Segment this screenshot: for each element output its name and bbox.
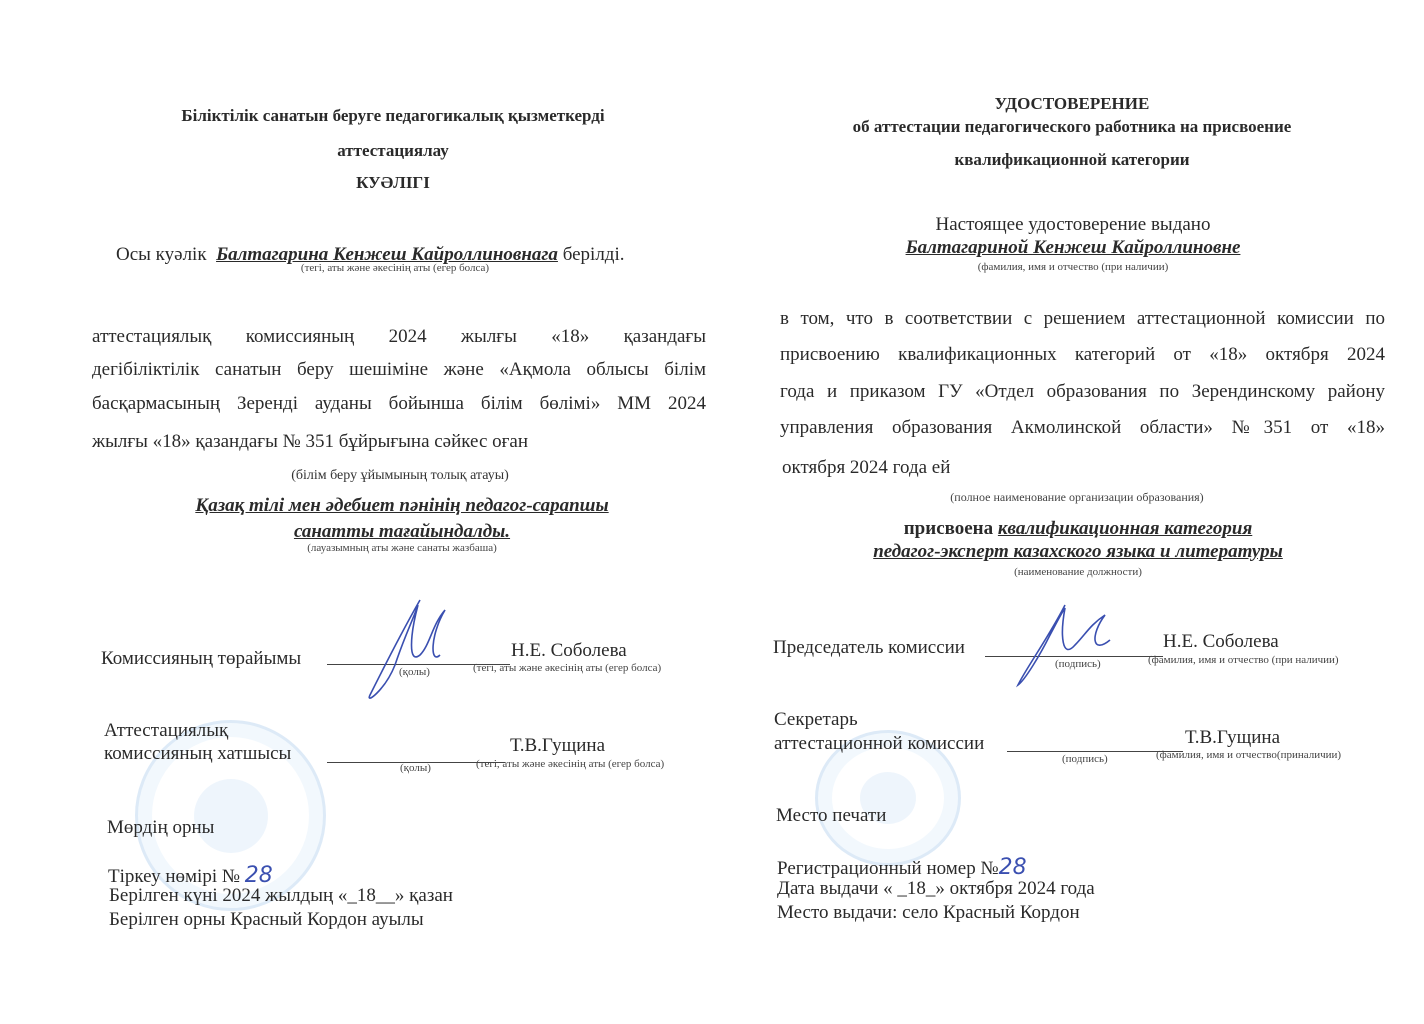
name-caption: (фамилия, имя и отчество (при наличии) (977, 261, 1169, 273)
seal-place: Мөрдің орны (107, 817, 215, 838)
body-line: дегібіліктілік санатын беру шешіміне және «Ақмола облысы білім (92, 359, 706, 380)
signature-caption: (подпись) (1062, 753, 1108, 765)
recipient-name: Балтагарина Кенжеш Кайроллиновнага (216, 244, 558, 265)
secretary-name: Т.В.Гущина (510, 735, 606, 756)
recipient-name: Балтагариной Кенжеш Кайроллиновне (905, 237, 1241, 258)
body-line: присвоению квалификационных категорий от «18» октября 2024 (780, 344, 1385, 365)
body-line: жылғы «18» қазандағы № 351 бұйрығына сәйкес оған (92, 431, 529, 452)
issue-date: Берілген күні 2024 жылдың «_18__» қазан (109, 885, 453, 906)
issued-suffix: берілді. (562, 244, 625, 265)
issue-place: Место выдачи: село Красный Кордон (777, 902, 1080, 923)
assigned-prefix: присвоена (903, 518, 994, 539)
signature-caption: (подпись) (1055, 658, 1101, 670)
position-line2: санатты тағайындалды. (293, 521, 511, 542)
chair-name: Н.Е. Соболева (511, 640, 627, 661)
fullname-caption: (тегі, аты және әкесінің аты (егер болса) (473, 662, 662, 674)
signature-caption: (қолы) (399, 666, 430, 678)
right-title-line1: УДОСТОВЕРЕНИЕ (994, 94, 1150, 113)
chair-signature (1010, 600, 1120, 690)
left-title-line2: аттестациялау (337, 141, 449, 160)
registration-label: Тіркеу нөмірі № (108, 866, 240, 887)
registration-number: 28 (998, 855, 1027, 880)
issued-text: Настоящее удостоверение выдано (935, 214, 1211, 235)
secretary-label-line2: аттестационной комиссии (774, 733, 985, 754)
issue-place: Берілген орны Красный Кордон ауылы (109, 909, 424, 930)
org-caption: (полное наименование организации образования) (950, 490, 1204, 504)
issued-prefix: Осы куәлік (116, 244, 207, 265)
secretary-label-line1: Секретарь (774, 709, 858, 730)
seal-place: Место печати (776, 805, 887, 826)
body-line: года и приказом ГУ «Отдел образования по Зерендинскому району (780, 381, 1385, 402)
chair-fullname-caption: (фамилия, имя и отчество (при наличии) (1148, 654, 1339, 666)
secretary-name: Т.В.Гущина (1185, 727, 1281, 748)
body-line: басқармасының Зеренді ауданы бойынша білім бөлімі» ММ 2024 (92, 393, 706, 414)
position-caption: (лауазымның аты және санаты жазбаша) (307, 542, 497, 554)
registration-label: Регистрационный номер № (777, 858, 999, 879)
secretary-fullname-caption: (фамилия, имя и отчество(приналичии) (1156, 749, 1342, 761)
left-title-line3: КУӘЛІГІ (356, 173, 430, 192)
secretary-label-line2: комиссияның хатшысы (104, 743, 292, 764)
name-caption: (тегі, аты және әкесінің аты (егер болса) (300, 262, 490, 274)
right-title-line3: квалификационной категории (954, 150, 1190, 169)
registration-number: 28 (244, 863, 273, 888)
position-line1: квалификационная категория (997, 518, 1253, 539)
signature-caption: (қолы) (400, 762, 431, 774)
left-title-line1: Біліктілік санатын беруге педагогикалық қызметкерді (181, 106, 605, 125)
body-line: октября 2024 года ей (782, 457, 951, 478)
position-caption: (наименование должности) (1014, 566, 1142, 578)
body-line: в том, что в соответствии с решением аттестационной комиссии по (780, 308, 1385, 329)
chair-label: Председатель комиссии (773, 637, 965, 658)
chair-signature (360, 595, 460, 705)
body-line: аттестациялық комиссияның 2024 жылғы «18» қазандағы (92, 326, 706, 347)
chair-label: Комиссияның төрайымы (101, 648, 302, 669)
body-line: управления образования Акмолинской области» №351 от «18» (780, 417, 1385, 438)
position-line1: Қазақ тілі мен әдебиет пәнінің педагог-сарапшы (195, 495, 609, 516)
issue-date: Дата выдачи « _18_» октября 2024 года (777, 878, 1095, 899)
assigned-line1 (904, 518, 1253, 540)
org-caption: (білім беру ұйымының толық атауы) (291, 468, 509, 483)
registration-line (777, 855, 1027, 880)
fullname-caption: (тегі, аты және әкесінің аты (егер болса) (476, 758, 665, 770)
chair-name: Н.Е. Соболева (1163, 631, 1279, 652)
right-title-line2: об аттестации педагогического работника на присвоение (852, 117, 1292, 136)
position-line2: педагог-эксперт казахского языка и литературы (873, 541, 1283, 562)
secretary-label-line1: Аттестациялық (104, 720, 229, 741)
